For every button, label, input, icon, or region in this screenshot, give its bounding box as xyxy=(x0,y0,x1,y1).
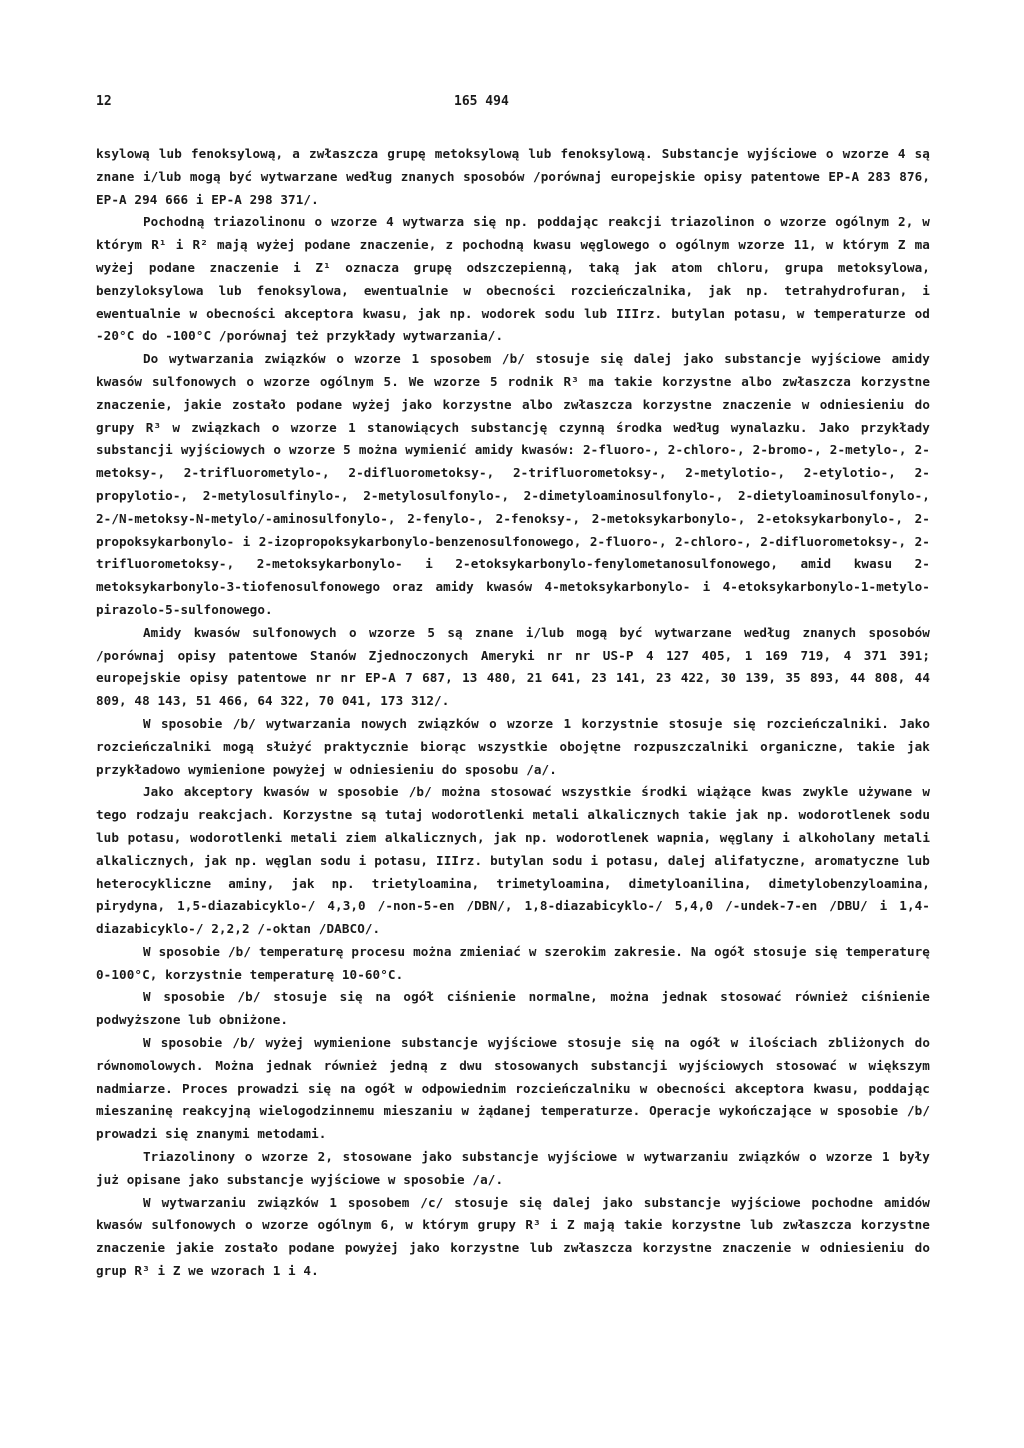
paragraph-quantities: W sposobie /b/ wyżej wymienione substancje wyjściowe stosuje się na ogół w ilościach zbliżonych do równomolowych. Można jednak również jedną z dwu stosowanych substancji wyjściowych stosować w większym nadmiarze. Proces prowadzi się na ogół w odpowiednim rozcieńczalniku w obecności akceptora kwasu, poddając mieszaninę reakcyjną wielogodzinnemu mieszaniu w żądanej temperaturze. Operacje wykończające w sposobie /b/ prowadzi się znanymi metodami. xyxy=(96,1035,930,1142)
paragraph-pressure: W sposobie /b/ stosuje się na ogół ciśnienie normalne, można jednak stosować również ciśnienie podwyższone lub obniżone. xyxy=(96,989,930,1028)
patent-number: 165 494 xyxy=(454,94,509,109)
page-number: 12 xyxy=(96,94,112,109)
paragraph-process-c: W wytwarzaniu związków 1 sposobem /c/ stosuje się dalej jako substancje wyjściowe pochodne amidów kwasów sulfonowych o wzorze ogólnym 6, w którym grupy R³ i Z mają takie korzystne lub zwłaszcza korzystne znaczenie jakie zostało podane powyżej jako korzystne lub zwłaszcza korzystne znaczenie w odniesieniu do grup R³ i Z we wzorach 1 i 4. xyxy=(96,1194,930,1279)
page-header xyxy=(96,94,928,112)
paragraph-sulfonamide-patents: Amidy kwasów sulfonowych o wzorze 5 są znane i/lub mogą być wytwarzane według znanych sposobów /porównaj opisy patentowe Stanów Zjednoczonych Ameryki nr nr US-P 4 127 405, 1 169 719, 4 371 391; europejskie opisy patentowe nr nr EP-A 7 687, 13 480, 21 641, 23 141, 23 422, 30 139, 35 893, 44 808, 44 809, 48 143, 51 466, 64 322, 70 041, 173 312/. xyxy=(96,624,930,709)
paragraph-sulfonamide-starting-materials: Do wytwarzania związków o wzorze 1 sposobem /b/ stosuje się dalej jako substancje wyjściowe amidy kwasów sulfonowych o wzorze ogólnym 5. We wzorze 5 rodnik R³ ma takie korzystne albo zwłaszcza korzystne znaczenie, jakie zostało podane wyżej jako korzystne albo zwłaszcza korzystne znaczenie w odniesieniu do grupy R³ w związkach o wzorze 1 stanowiących substancję czynną środka według wynalazku. Jako przykłady substancji wyjściowych o wzorze 5 można wymienić amidy kwasów: 2-fluoro-, 2-chloro-, 2-bromo-, 2-metylo-, 2-metoksy-, 2-trifluorometylo-, 2-difluorometoksy-, 2-trifluorometoksy-, 2-metylotio-, 2-etylotio-, 2-propylotio-, 2-metylosulfinylo-, 2-metylosulfonylo-, 2-dimetyloaminosulfonylo-, 2-dietyloaminosulfonylo-, 2-/N-metoksy-N-metylo/-aminosulfonylo-, 2-fenylo-, 2-fenoksy-, 2-metoksykarbonylo-, 2-etoksykarbonylo-, 2-propoksykarbonylo- i 2-izopropoksykarbonylo-benzenosulfonowego, 2-fluoro-, 2-chloro-, 2-difluorometoksy-, 2-trifluorometoksy-, 2-metoksykarbonylo- i 2-etoksykarbonylo-fenylometanosulfonowego, amid kwasu 2-metoksykarbonylo-3-tiofenosulfonowego oraz amidy kwasów 4-metoksykarbonylo- i 4-etoksykarbonylo-1-metylo-pirazolo-5-sulfonowego. xyxy=(96,351,930,617)
paragraph-acid-acceptors: Jako akceptory kwasów w sposobie /b/ można stosować wszystkie środki wiążące kwas zwykle używane w tego rodzaju reakcjach. Korzystne są tutaj wodorotlenki metali alkalicznych takie jak np. wodorotlenek sodu lub potasu, wodorotlenki metali ziem alkalicznych, jak np. wodorotlenek wapnia, węglany i alkoholany metali alkalicznych, jak np. węglan sodu i potasu, IIIrz. butylan sodu i potasu, dalej alifatyczne, aromatyczne lub heterocykliczne aminy, jak np. trietyloamina, trimetyloamina, dimetyloanilina, dimetylobenzyloamina, pirydyna, 1,5-diazabicyklo-/ 4,3,0 /-non-5-en /DBN/, 1,8-diazabicyklo-/ 5,4,0 /-undek-7-en /DBU/ i 1,4-diazabicyklo-/ 2,2,2 /-oktan /DABCO/. xyxy=(96,784,930,937)
paragraph-triazolinones: Triazolinony o wzorze 2, stosowane jako substancje wyjściowe w wytwarzaniu związków o wzorze 1 były już opisane jako substancje wyjściowe w sposobie /a/. xyxy=(96,1149,930,1187)
paragraph-continuation: ksylową lub fenoksylową, a zwłaszcza grupę metoksylową lub fenoksylową. Substancje wyjściowe o wzorze 4 są znane i/lub mogą być wytwarzane według znanych sposobów /porównaj europejskie opisy patentowe EP-A 283 876, EP-A 294 666 i EP-A 298 371/. xyxy=(96,146,930,207)
body-text xyxy=(96,143,930,1283)
paragraph-temperature: W sposobie /b/ temperaturę procesu można zmieniać w szerokim zakresie. Na ogół stosuje się temperaturę 0-100°C, korzystnie temperaturę 10-60°C. xyxy=(96,943,930,982)
paragraph-diluents: W sposobie /b/ wytwarzania nowych związków o wzorze 1 korzystnie stosuje się rozcieńczalniki. Jako rozcieńczalniki mogą służyć praktycznie biorąc wszystkie obojętne rozpuszczalniki organiczne, takie jak przykładowo wymienione powyżej w odniesieniu do sposobu /a/. xyxy=(96,715,930,777)
paragraph-triazolinone-derivative: Pochodną triazolinonu o wzorze 4 wytwarza się np. poddając reakcji triazolinon o wzorze ogólnym 2, w którym R¹ i R² mają wyżej podane znaczenie, z pochodną kwasu węglowego o ogólnym wzorze 11, w którym Z ma wyżej podane znaczenie i Z¹ oznacza grupę odszczepienną, taką jak atom chloru, grupa metoksylowa, benzyloksylowa lub fenoksylowa, ewentualnie w obecności rozcieńczalnika, jak np. tetrahydrofuran, i ewentualnie w obecności akceptora kwasu, jak np. wodorek sodu lub IIIrz. butylan potasu, w temperaturze od -20°C do -100°C /porównaj też przykłady wytwarzania/. xyxy=(96,214,930,344)
